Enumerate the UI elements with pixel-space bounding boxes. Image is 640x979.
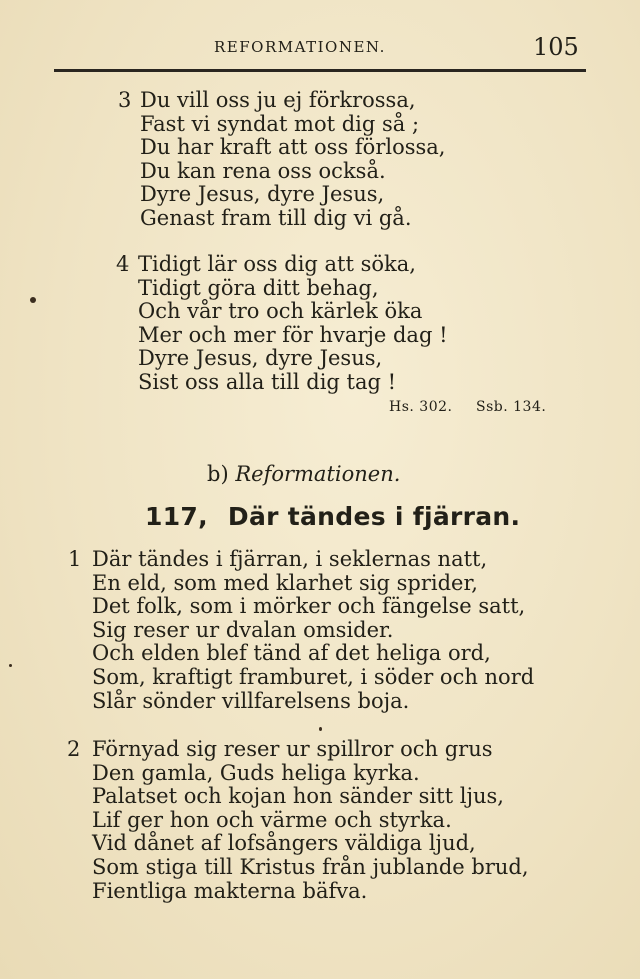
ink-speck [30,297,36,303]
section-title: Reformationen. [235,462,401,486]
verse-line: Förnyad sig reser ur spillror och grus [92,737,493,761]
verse-line: Fast vi syndat mot dig så ; [140,111,420,136]
verse-line: Och elden blef tänd af det heliga ord, [92,641,491,666]
verse-line: Fientliga makterna bäfva. [92,878,368,903]
verse-line: Du vill oss ju ej förkrossa, [140,88,416,112]
hymnal-reference-ssb: Ssb. 134. [476,399,547,415]
page-number: 105 [533,33,579,61]
verse-line: Tidigt göra ditt behag, [138,275,379,300]
verse-line: Mer och mer för hvarje dag ! [138,322,448,347]
hymnal-reference-hs: Hs. 302. [389,399,453,415]
stanza-2 [67,738,529,903]
running-header-title: REFORMATIONEN. [214,38,386,56]
section-label: b) [207,462,229,486]
verse-line: Du kan rena oss också. [140,158,386,183]
stanza-1 [68,548,534,713]
verse-line: Du har kraft att oss förlossa, [140,135,446,160]
verse-line: En eld, som med klarhet sig sprider, [92,570,478,595]
ink-speck [9,664,12,667]
verse-line: Dyre Jesus, dyre Jesus, [138,346,383,371]
verse-line: Där tändes i fjärran, i seklernas natt, [92,547,488,571]
verse-line: Dyre Jesus, dyre Jesus, [140,182,385,207]
verse-line: Vid dånet af lofsångers väldiga ljud, [92,831,476,856]
stanza-3 [118,89,445,231]
stanza-number: 2 [67,737,81,761]
verse-line: Genast fram till dig vi gå. [140,205,412,230]
verse-line: Sig reser ur dvalan omsider. [92,617,394,642]
verse-line: Det folk, som i mörker och fängelse satt, [92,594,526,619]
verse-line: Som stiga till Kristus från jublande brud, [92,854,529,879]
verse-line: Den gamla, Guds heliga kyrka. [92,760,420,785]
verse-line: Och vår tro och kärlek öka [138,299,423,324]
ink-speck [319,727,322,731]
hymn-title: Där tändes i fjärran. [227,502,521,531]
verse-line: Lif ger hon och värme och styrka. [92,807,452,832]
verse-line: Palatset och kojan hon sänder sitt ljus, [92,784,504,809]
hymn-heading [145,502,520,531]
verse-line: Slår sönder villfarelsens boja. [92,688,410,713]
verse-line: Som, kraftigt framburet, i söder och nord [92,664,535,689]
verse-line: Tidigt lär oss dig att söka, [138,252,416,276]
stanza-number: 4 [116,252,130,276]
header-rule [54,69,586,72]
section-heading [207,462,400,486]
hymn-number: 117, [145,502,208,531]
stanza-4 [116,253,448,395]
verse-line: Sist oss alla till dig tag ! [138,369,397,394]
stanza-number: 1 [68,547,82,571]
stanza-number: 3 [118,88,132,112]
